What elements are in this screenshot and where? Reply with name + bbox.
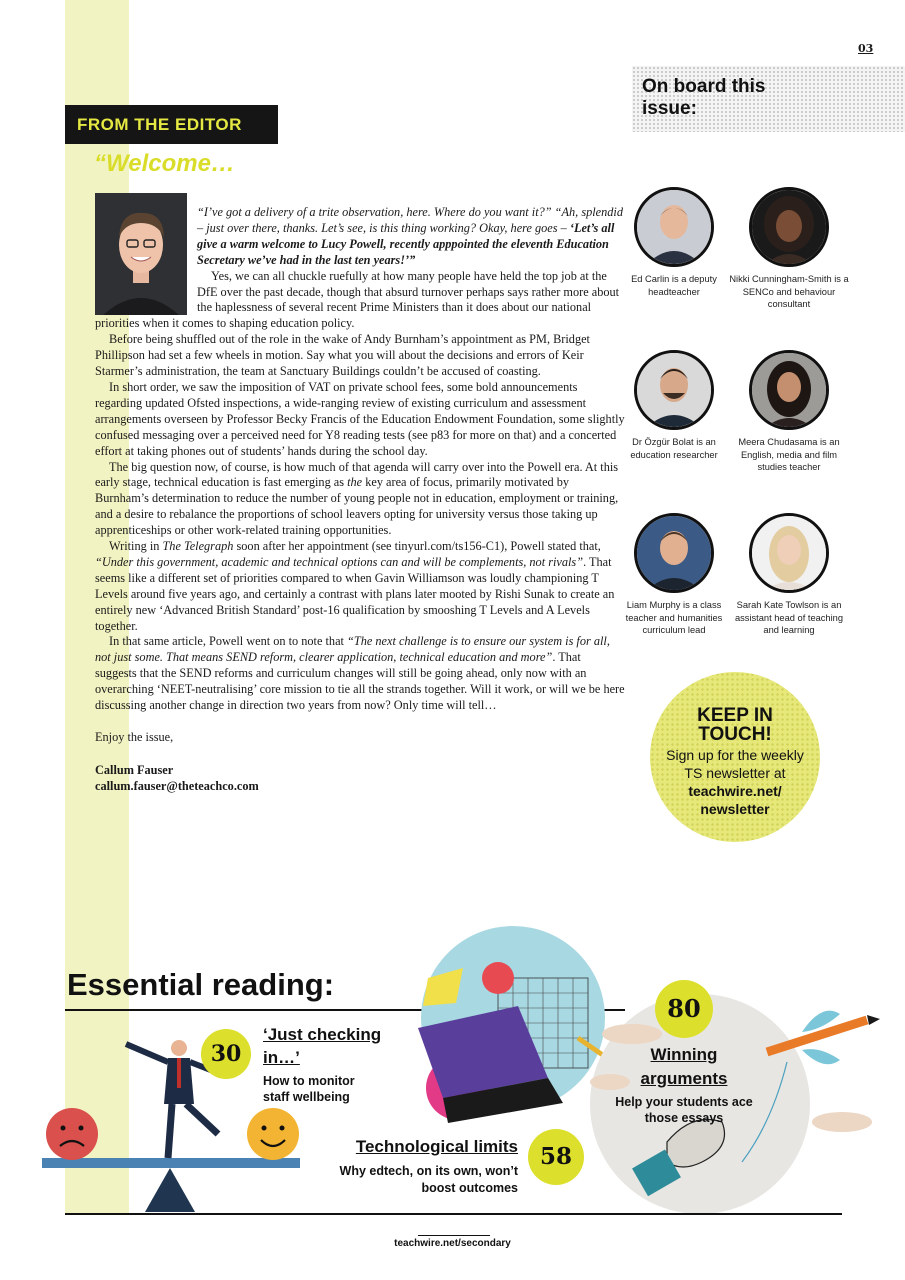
section-tag: FROM THE EDITOR [65, 105, 278, 144]
technology-illustration [388, 918, 613, 1128]
contributor-meera-chudasama [729, 350, 849, 474]
paragraph-1: Yes, we can all chuckle ruefully at how many people have held the top job at the DfE over the past decade, though that absurd turnover perhaps says rather more about the haplessness of several recent Prime Ministers than it does about our national priorities when it comes to shaping education policy. [95, 268, 620, 331]
contributor-caption: Nikki Cunningham-Smith is a SENCo and behaviour consultant [729, 274, 849, 309]
paragraph-3: In short order, we saw the imposition of VAT on private school fees, some bold announcements regarding updated Ofsted inspections, a wide-ranging review of existing curriculum and assessment arrangements overseen by Professor Becky Francis of the Education Endowment Foundation, some slightly confused messaging over a perceived need for Y8 reading tests (see p83 for more on that) and a concerted effort at taking phones out of students’ hands during the school day. [95, 379, 625, 458]
contributor-nikki-cunningham-smith [729, 187, 849, 311]
contributor-caption: Dr Özgür Bolat is an education researcher [630, 437, 718, 460]
page-badge-58: 58 [528, 1129, 584, 1185]
contributor-photo [749, 513, 829, 593]
article-subtitle-technological-limits: Why edtech, on its own, won’t boost outcomes [339, 1164, 518, 1195]
newsletter-link[interactable]: teachwire.net/ newsletter [688, 783, 782, 817]
contributor-caption: Ed Carlin is a deputy headteacher [631, 274, 717, 297]
paragraph-6 [95, 634, 625, 714]
paragraph-5 [95, 539, 625, 634]
contributor-photo [634, 187, 714, 267]
footer-rule [418, 1235, 490, 1236]
newsletter-title: KEEP IN TOUCH! [697, 705, 773, 745]
article-title-technological-limits[interactable]: Technological limits [355, 1137, 518, 1156]
newsletter-badge[interactable] [650, 672, 820, 842]
seesaw-illustration [40, 1030, 300, 1215]
contributor-photo [634, 513, 714, 593]
welcome-heading: “Welcome… [94, 150, 235, 177]
page-number: 03 [858, 42, 874, 55]
author-email[interactable]: callum.fauser@theteachco.com [95, 778, 259, 793]
p5-text-c: . That seems like a different set of priorities compared to when Gavin Williamson was loudly championing T Levels around five years ago, and certainly a contrast with plans later mooted by Rishi Sunak to create an entirely new ‘Advanced British Standard’ post-16 qualification by smooshing T Levels and A Levels together. [95, 554, 615, 633]
editorial-article [95, 205, 625, 794]
footer-url[interactable]: teachwire.net/secondary [394, 1238, 511, 1249]
contributor-ozgur-bolat [614, 350, 734, 461]
contributor-photo [749, 187, 829, 267]
essential-reading-title: Essential reading: [67, 967, 335, 1002]
contributor-photo [634, 350, 714, 430]
p6-text-a: In that same article, Powell went on to note that [109, 634, 348, 649]
bottom-rule [65, 1213, 842, 1215]
onboard-title: On board this issue: [642, 76, 766, 119]
intro-italic: “I’ve got a delivery of a trite observation, here. Where do you want it?” “Ah, splendid – just over there, thanks. Let’s see, is this thing working? Okay, here goes – [197, 205, 623, 235]
article-subtitle-winning-arguments: Help your students ace those essays [615, 1095, 753, 1125]
article-title-winning-arguments[interactable]: Winning arguments [640, 1045, 728, 1088]
newsletter-body [660, 746, 810, 818]
paragraph-4 [95, 460, 625, 540]
contributor-caption: Liam Murphy is a class teacher and humanities curriculum lead [625, 600, 723, 635]
contributor-ed-carlin [614, 187, 734, 298]
contributor-caption: Meera Chudasama is an English, media and film studies teacher [738, 437, 840, 472]
p5-publication: The Telegraph [162, 539, 234, 554]
onboard-box [632, 66, 905, 132]
article-title-just-checking-in[interactable]: ‘Just checking in…’ [263, 1025, 382, 1067]
article-subtitle-just-checking-in: How to monitor staff wellbeing [263, 1074, 355, 1104]
photo-spacer [95, 205, 197, 313]
author-name: Callum Fauser [95, 762, 174, 777]
newsletter-text: Sign up for the weekly TS newsletter at [666, 747, 804, 781]
paragraph-2: Before being shuffled out of the role in the wake of Andy Burnham’s appointment as PM, Bridget Phillipson had set a few wheels in motion. Say what you will about the decisions and errors of Keir Starmer’s administration, the team at Sanctuary Buildings couldn’t be accused of coasting. [95, 332, 590, 379]
intro-bold: ‘Let’s all give a warm welcome to Lucy Powell, recently apppointed the eleventh Education Secretary we’ve had in the last ten years!’” [197, 220, 615, 267]
signoff: Enjoy the issue, [95, 730, 174, 744]
p6-text-b: . That suggests that the SEND reforms and curriculum changes will still be going ahead, only now with an overarching ‘NEET-neutralising’ core mission to tie all the strands together. Will it work, or will we be here discussing another change in direction two years from now? Only time will tell… [95, 650, 625, 713]
contributor-sarah-kate-towlson [729, 513, 849, 637]
p5-text-b: soon after her appointment (see tinyurl.com/ts156-C1), Powell stated that, [233, 539, 601, 554]
signature [95, 762, 625, 794]
p4-text-a: The big question now, of course, is how much of that agenda will carry over into the Powell era. At this early stage, technical education is fast emerging as [95, 459, 619, 490]
page-badge-30: 30 [201, 1029, 251, 1079]
contributor-liam-murphy [614, 513, 734, 637]
p5-text-a: Writing in [109, 539, 163, 554]
p5-quote: “Under this government, academic and technical options can and will be complements, not rivals” [95, 554, 584, 569]
p4-emphasis: the [347, 475, 363, 490]
page-badge-80: 80 [655, 980, 713, 1038]
contributor-photo [749, 350, 829, 430]
p6-quote: “The next challenge is to ensure our system is for all, not just some. That means SEND reform, clearer application, technical education and more” [95, 634, 610, 665]
p4-text-b: key area of focus, primarily motivated by Burnham’s determination to reduce the number of young people not in education, employment or training, and a desire to rebalance the proportions of school leavers opting for university versus those taking up apprenticeships or other work-related training opportunities. [95, 475, 619, 538]
contributor-caption: Sarah Kate Towlson is an assistant head of teaching and learning [734, 600, 844, 635]
